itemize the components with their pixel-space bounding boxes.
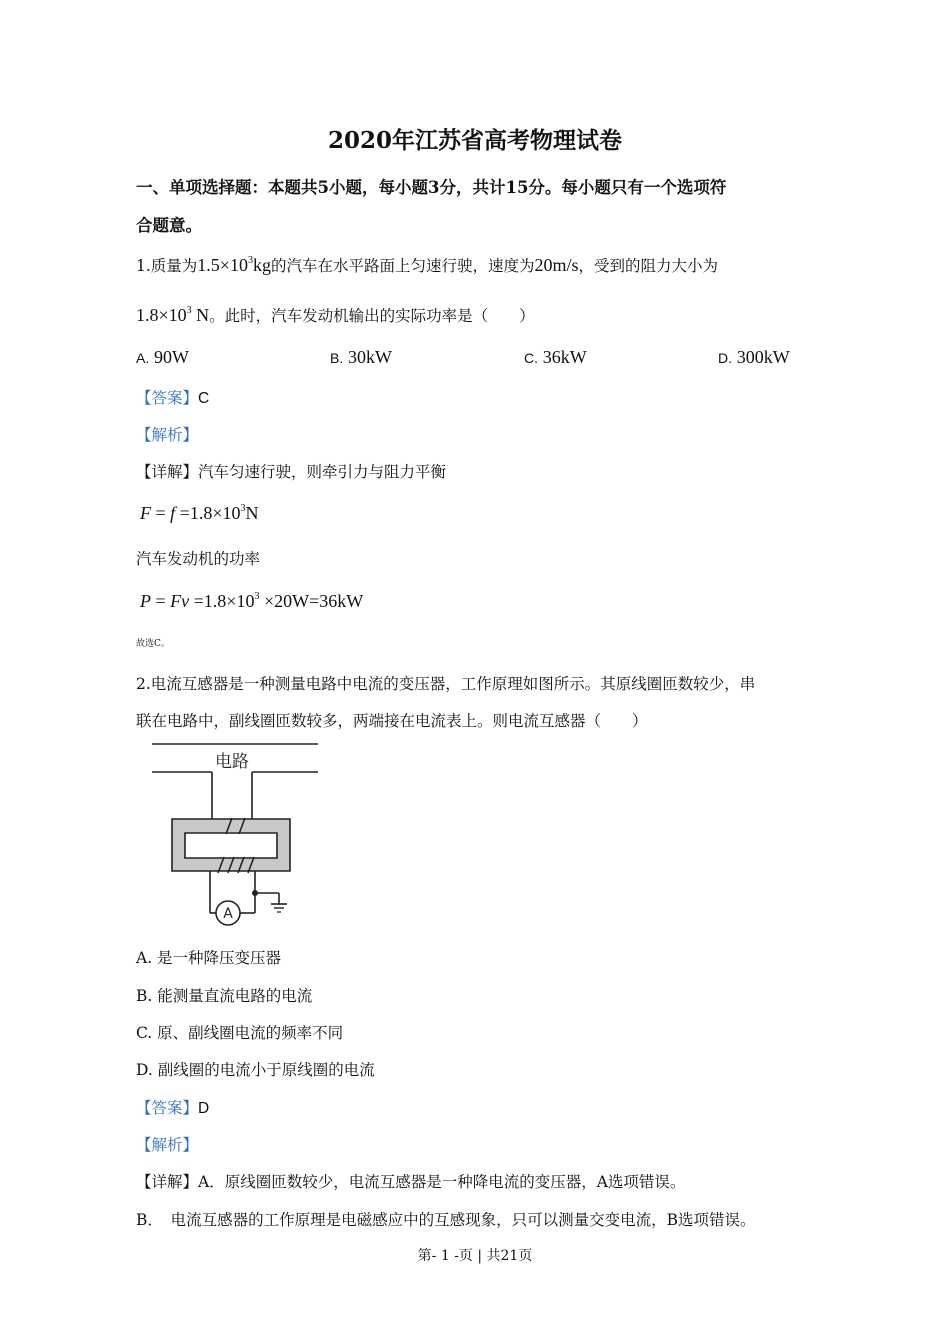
q1-text-a: 1.质量为 [136,257,198,275]
q2-option-a: A. 是一种降压变压器 [136,949,282,967]
q1-line2 [136,304,535,326]
q2-option-b: B. 能测量直流电路的电流 [136,987,313,1005]
q1-option-a: A. 90W [136,347,190,367]
q1-line1 [136,254,718,276]
q2-detail-line1: 【详解】A．原线圈匝数较少，电流互感器是一种降电流的变压器，A选项错误。 [136,1173,686,1191]
q2-option-d: D. 副线圈的电流小于原线圈的电流 [136,1061,375,1079]
circuit-label: 电路 [215,752,249,772]
q2-answer: 【答案】D [136,1099,210,1117]
q1-option-b: B. 30kW [330,347,393,367]
q1-force: $1.8\times 10^3$ N [136,305,210,325]
ammeter-label: A [223,906,233,922]
q1-power-text: 汽车发动机的功率 [136,550,261,568]
q1-speed: 20m/s [534,255,579,275]
q2-option-c: C. 原、副线圈电流的频率不同 [136,1024,344,1042]
page-footer: 第- 1 -页 | 共21页 [417,1248,533,1264]
q1-equation-2: $P = Fv =1.8\times 10^3 \times 20W=36kW$ [140,591,364,611]
q1-option-c: C. 36kW [524,347,587,367]
q1-option-d: D. 300kW [718,347,790,367]
page-title: 2020年江苏省高考物理试卷 [327,127,622,154]
q1-text-c: ，受到的阻力大小为 [578,257,718,275]
q1-detail: 【详解】汽车匀速行驶，则牵引力与阻力平衡 [136,463,447,481]
q1-equation-1: $F = f =1.8\times 10^3N$ [140,503,259,523]
current-transformer-diagram [140,738,340,933]
section-heading-line2: 合题意。 [136,216,202,235]
q1-mass: $1.5\times 10^3kg$ [197,255,271,275]
q1-answer: 【答案】C [136,389,210,407]
q2-line2: 联在电路中，副线圈匝数较多，两端接在电流表上。则电流互感器（ ） [136,712,648,730]
q2-analysis: 【解析】 [136,1136,199,1154]
q1-choose: 故选C。 [136,639,170,649]
section-heading-line1: 一、单项选择题：本题共5小题，每小题3分，共计15分。每小题只有一个选项符 [136,178,727,197]
q2-line1: 2.电流互感器是一种测量电路中电流的变压器，工作原理如图所示。其原线圈匝数较少，串 [136,675,756,693]
q1-analysis: 【解析】 [136,426,199,444]
q1-text-b: 的汽车在水平路面上匀速行驶，速度为 [270,257,535,275]
q1-text-d: 。此时，汽车发动机输出的实际功率是（ ） [209,307,535,325]
q2-detail-line2: B． 电流互感器的工作原理是电磁感应中的互感现象，只可以测量交变电流，B选项错误。 [136,1211,756,1229]
